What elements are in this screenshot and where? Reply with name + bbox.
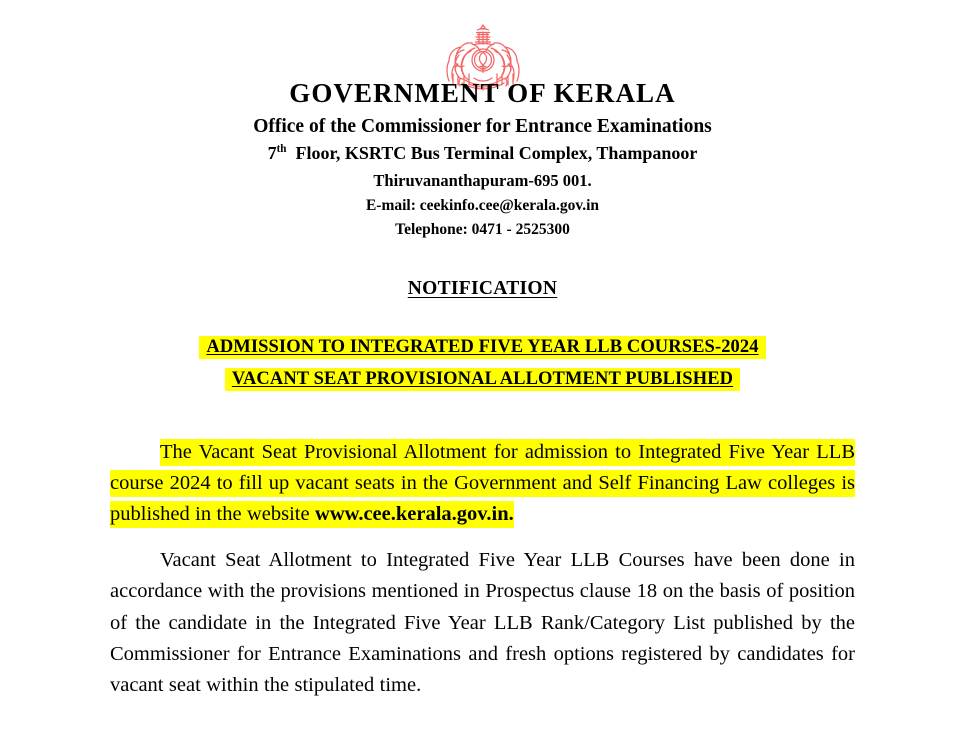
contact-telephone: Telephone: 0471 - 2525300 — [395, 221, 570, 239]
paragraph-allotment-details: Vacant Seat Allotment to Integrated Five Year LLB Courses have been done in accordance with the provisions mentioned in Prospectus clause 18 on the basis of position of the candidate in the Integrated Five Year LLB Rank/Category List published by the Commissioner for Entrance Examinations and fresh options registered by candidates for vacant seat within the stipulated time. — [110, 548, 855, 697]
subject-title-line-1 — [0, 333, 965, 363]
subject-title-text-2: VACANT SEAT PROVISIONAL ALLOTMENT PUBLISHED — [225, 368, 740, 391]
government-title: GOVERNMENT OF KERALA — [289, 78, 676, 108]
office-name: Office of the Commissioner for Entrance Examinations — [253, 115, 712, 137]
address-city: Thiruvananthapuram-695 001. — [373, 170, 592, 190]
notification-heading — [0, 278, 965, 300]
paragraph-allotment-published — [110, 437, 855, 531]
emblem-container — [0, 0, 965, 76]
floor-rest: Floor, KSRTC Bus Terminal Complex, Thampanoor — [295, 143, 698, 164]
highlighted-intro-text: The Vacant Seat Provisional Allotment for admission to Integrated Five Year LLB course 2024 to fill up vacant seats in the Government and Self Financing Law colleges is published in the website — [110, 439, 855, 529]
subject-title-line-2 — [0, 365, 965, 395]
subject-title-text-1: ADMISSION TO INTEGRATED FIVE YEAR LLB COURSES-2024 — [199, 336, 765, 359]
subject-titles — [0, 333, 965, 395]
document-header — [0, 78, 965, 240]
website-url: www.cee.kerala.gov.in. — [315, 501, 514, 528]
floor-number: 7 — [267, 143, 277, 164]
document-body — [110, 437, 855, 702]
contact-email: E-mail: ceekinfo.cee@kerala.gov.in — [365, 196, 600, 214]
notification-heading-text: NOTIFICATION — [407, 277, 558, 299]
address-floor — [0, 143, 965, 165]
floor-ordinal: th — [276, 143, 287, 156]
